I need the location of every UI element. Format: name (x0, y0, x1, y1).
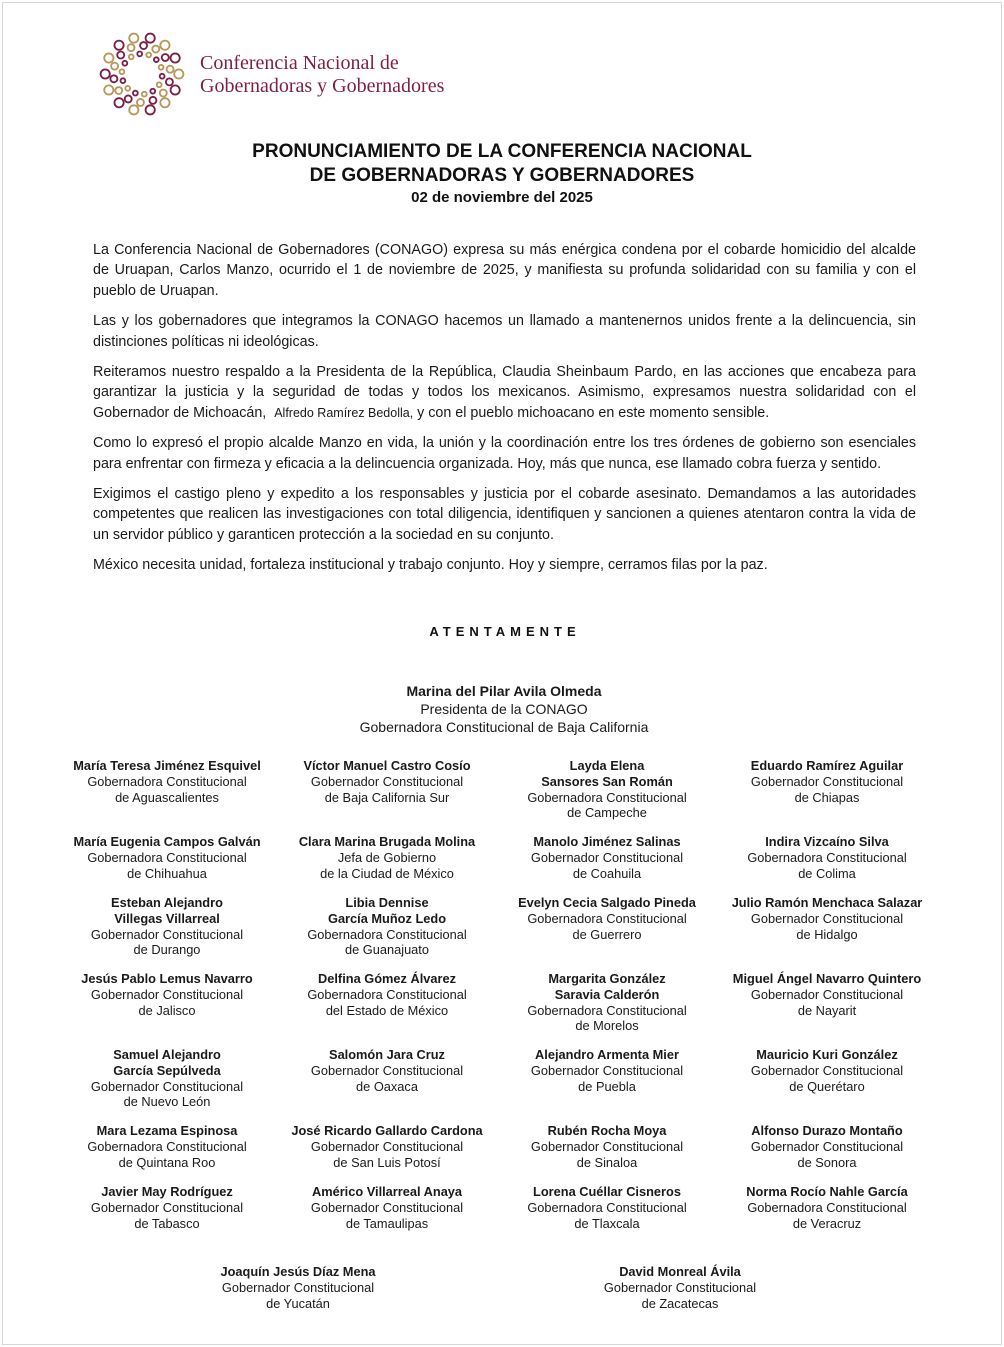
paragraph-5: Exigimos el castigo pleno y expedito a los responsables y justicia por el cobarde asesinato. Demandamos a las autoridades competentes que realicen las investigaciones con total diligencia, identifiquen y sancionen a quienes atentaron contra la vida de un servidor público y garanticen protección a la sociedad en su conjunto. (93, 486, 916, 543)
signatory-state: de Sinaloa (576, 1154, 638, 1170)
signatory (277, 971, 497, 1047)
signatory-name: Javier May Rodríguez (101, 1184, 233, 1199)
signatory-name: Alfonso Durazo Montaño (751, 1123, 903, 1138)
signatory-name-2: Sansores San Román (541, 773, 673, 789)
signatory-name: Jesús Pablo Lemus Navarro (81, 971, 253, 986)
signatory-role: Gobernadora Constitucional (747, 1199, 907, 1215)
signatory-role: Gobernadora Constitucional (527, 1199, 687, 1215)
signatory-name: María Teresa Jiménez Esquivel (73, 758, 261, 773)
signatory-state: de Sonora (797, 1154, 857, 1170)
signatory (178, 1264, 418, 1340)
signatory-name: Margarita González (548, 971, 666, 986)
signatory (57, 895, 277, 971)
signatory-role: Gobernador Constitucional (310, 1062, 464, 1078)
signatory-name: Víctor Manuel Castro Cosío (303, 758, 471, 773)
president-role-2: Gobernadora Constitucional de Baja California (359, 719, 649, 735)
signatory (277, 1184, 497, 1245)
document-title (0, 140, 1004, 208)
president-name: Marina del Pilar Avila Olmeda (406, 683, 602, 699)
signatory-name: Norma Rocío Nahle García (746, 1184, 908, 1199)
signatory-state: de Tabasco (134, 1215, 200, 1231)
signatory-role: Gobernador Constitucional (750, 1062, 904, 1078)
signatory-name: Mauricio Kuri González (756, 1047, 898, 1062)
signatory-state: de Chiapas (794, 789, 860, 805)
paragraph-3-a: Reiteramos nuestro respaldo a la Presidenta de la República, Claudia Sheinbaum Pardo, en las acciones que encabeza para garantizar la justicia y la seguridad de todas y todos los mexicanos. Asimismo, expresamos nuestra solidaridad con el Gobernador de Michoacán, (93, 364, 916, 421)
signatory-state: de Yucatán (266, 1295, 330, 1311)
signatory-state: de Baja California Sur (324, 789, 450, 805)
paragraph-3-governor-name: Alfredo Ramírez Bedolla, (274, 405, 414, 420)
signatory-role: Gobernador Constitucional (530, 849, 684, 865)
signatory-state: de Durango (133, 942, 201, 958)
org-name-line1: Conferencia Nacional de (200, 52, 399, 74)
signatory-name: Clara Marina Brugada Molina (298, 834, 476, 849)
signatory-role: Gobernador Constitucional (310, 1199, 464, 1215)
signatory (717, 1184, 937, 1245)
signatory-role: Gobernadora Constitucional (747, 849, 907, 865)
signatory-state: de Aguascalientes (115, 789, 219, 805)
signatory-state: de Colima (798, 865, 856, 881)
signatory-state: de Tlaxcala (574, 1215, 640, 1231)
signatory (277, 895, 497, 971)
signatory-name-2: García Muñoz Ledo (327, 910, 447, 926)
signatory (717, 758, 937, 834)
signatory-name-2: Villegas Villarreal (114, 910, 220, 926)
signatory-state: de Nayarit (797, 1002, 857, 1018)
signatory-state: de Campeche (567, 805, 647, 821)
signatory-role: Gobernadora Constitucional (87, 849, 247, 865)
signatory (57, 834, 277, 895)
paragraph-4: Como lo expresó el propio alcalde Manzo en vida, la unión y la coordinación entre los tres órdenes de gobierno son esenciales para enfrentar con firmeza y eficacia a la delincuencia organizada. Hoy, más que nunca, ese llamado cobra fuerza y sentido. (93, 435, 916, 472)
signatory-state: de Hidalgo (796, 926, 858, 942)
signatory-role: Gobernador Constitucional (603, 1279, 757, 1295)
signatory-name: José Ricardo Gallardo Cardona (291, 1123, 483, 1138)
signatory (277, 1123, 497, 1184)
signatory (560, 1264, 800, 1340)
signatory-state: de Guanajuato (345, 942, 429, 958)
signatory (277, 1047, 497, 1123)
signatory-role: Gobernador Constitucional (90, 1199, 244, 1215)
conago-spiral-logo-icon (96, 28, 188, 120)
signatory (497, 895, 717, 971)
signatory-state: de Nuevo León (123, 1094, 211, 1110)
signatory-role: Gobernador Constitucional (90, 1078, 244, 1094)
signatory-name-2: García Sepúlveda (113, 1062, 221, 1078)
signatory-name: Delfina Gómez Álvarez (318, 971, 456, 986)
signatory (717, 1123, 937, 1184)
signatory-role: Gobernador Constitucional (530, 1138, 684, 1154)
signatory-role: Gobernadora Constitucional (87, 1138, 247, 1154)
signatory-role: Gobernador Constitucional (750, 773, 904, 789)
signatory-name: Alejandro Armenta Mier (535, 1047, 679, 1062)
signatory-state: de Zacatecas (641, 1295, 719, 1311)
signatory-name: Rubén Rocha Moya (547, 1123, 667, 1138)
signatory-state: de Coahuila (572, 865, 642, 881)
signatory-name: Layda Elena (569, 758, 645, 773)
signatory-role: Gobernadora Constitucional (527, 789, 687, 805)
bottom-signatories (0, 1264, 1004, 1324)
signatory-name: Manolo Jiménez Salinas (533, 834, 681, 849)
signatory-state: de Morelos (575, 1018, 639, 1034)
signatory-role: Gobernadora Constitucional (307, 986, 467, 1002)
signatory-name: Julio Ramón Menchaca Salazar (731, 895, 923, 910)
signatory-state: de Querétaro (789, 1078, 865, 1094)
signatory-role: Gobernador Constitucional (90, 986, 244, 1002)
org-name-line2: Gobernadoras y Gobernadores (200, 75, 445, 97)
signatory-state: de Puebla (578, 1078, 636, 1094)
signatory (57, 1184, 277, 1245)
signatory-state: de Tamaulipas (345, 1215, 429, 1231)
signatory-name: Esteban Alejandro (111, 895, 223, 910)
signatory-role: Gobernador Constitucional (310, 773, 464, 789)
signatory-role: Gobernadora Constitucional (527, 1002, 687, 1018)
paragraph-6: México necesita unidad, fortaleza institucional y trabajo conjunto. Hoy y siempre, cerramos filas por la paz. (93, 557, 768, 574)
signatory-name: Salomón Jara Cruz (329, 1047, 445, 1062)
signatory (497, 1184, 717, 1245)
paragraph-3 (93, 362, 916, 423)
signatory (497, 758, 717, 834)
org-name (200, 52, 444, 98)
signatory (57, 971, 277, 1047)
paragraph-2: Las y los gobernadores que integramos la CONAGO hacemos un llamado a mantenernos unidos frente a la delincuencia, sin distinciones políticas ni ideológicas. (93, 313, 916, 350)
signatory-name-2: Saravia Calderón (554, 986, 660, 1002)
statement-body (93, 240, 916, 586)
signatory-state: de Quintana Roo (118, 1154, 216, 1170)
signatory-name: Libia Dennise (345, 895, 429, 910)
signatory-state: del Estado de México (325, 1002, 449, 1018)
title-line-2: DE GOBERNADORAS Y GOBERNADORES (309, 165, 695, 186)
signatory-role: Gobernadora Constitucional (307, 926, 467, 942)
signatory-state: de la Ciudad de México (320, 865, 454, 881)
president-signature (0, 682, 1004, 736)
signatory (497, 1123, 717, 1184)
signatory-name: Samuel Alejandro (113, 1047, 221, 1062)
signatory (717, 895, 937, 971)
signatory-name: Miguel Ángel Navarro Quintero (732, 971, 922, 986)
signatory-name: Américo Villarreal Anaya (311, 1184, 463, 1199)
signatory (57, 1123, 277, 1184)
signatory-name: Indira Vizcaíno Silva (765, 834, 889, 849)
signatory-state: de Veracruz (792, 1215, 862, 1231)
signatory-state: de Jalisco (138, 1002, 196, 1018)
closing-salutation: ATENTAMENTE (429, 624, 581, 639)
signatory (57, 758, 277, 834)
signatory-name: Mara Lezama Espinosa (96, 1123, 238, 1138)
signatory-state: de Oaxaca (356, 1078, 418, 1094)
signatory-role: Gobernador Constitucional (530, 1062, 684, 1078)
signatory (717, 1047, 937, 1123)
president-role-1: Presidenta de la CONAGO (420, 701, 588, 717)
signatory-name: David Monreal Ávila (619, 1264, 741, 1279)
signatory (57, 1047, 277, 1123)
signatory-role: Gobernador Constitucional (750, 986, 904, 1002)
signatory (277, 834, 497, 895)
signatory-name: Eduardo Ramírez Aguilar (750, 758, 904, 773)
signatories-grid (57, 758, 937, 1245)
signatory (497, 834, 717, 895)
signatory-role: Gobernador Constitucional (750, 1138, 904, 1154)
signatory-role: Jefa de Gobierno (337, 849, 437, 865)
signatory (717, 834, 937, 895)
paragraph-3-b: y con el pueblo michoacano en este momento sensible. (417, 404, 770, 421)
signatory-name: Lorena Cuéllar Cisneros (533, 1184, 681, 1199)
signatory-state: de San Luis Potosí (333, 1154, 441, 1170)
signatory (497, 971, 717, 1047)
signatory (717, 971, 937, 1047)
signatory-name: Joaquín Jesús Díaz Mena (220, 1264, 376, 1279)
document-date: 02 de noviembre del 2025 (411, 189, 593, 206)
signatory-role: Gobernadora Constitucional (527, 910, 687, 926)
signatory-name: Evelyn Cecia Salgado Pineda (518, 895, 696, 910)
signatory (497, 1047, 717, 1123)
paragraph-1: La Conferencia Nacional de Gobernadores (CONAGO) expresa su más enérgica condena por el cobarde homicidio del alcalde de Uruapan, Carlos Manzo, ocurrido el 1 de noviembre de 2025, y manifiesta su profunda solidaridad con su familia y con el pueblo de Uruapan. (93, 242, 916, 299)
title-line-1: PRONUNCIAMIENTO DE LA CONFERENCIA NACIONAL (252, 141, 752, 162)
signatory (277, 758, 497, 834)
signatory-name: María Eugenia Campos Galván (73, 834, 261, 849)
signatory-role: Gobernador Constitucional (221, 1279, 375, 1295)
header (96, 26, 444, 122)
signatory-state: de Chihuahua (127, 865, 207, 881)
signatory-state: de Guerrero (572, 926, 642, 942)
signatory-role: Gobernadora Constitucional (87, 773, 247, 789)
signatory-role: Gobernador Constitucional (310, 1138, 464, 1154)
signatory-role: Gobernador Constitucional (750, 910, 904, 926)
signatory-role: Gobernador Constitucional (90, 926, 244, 942)
